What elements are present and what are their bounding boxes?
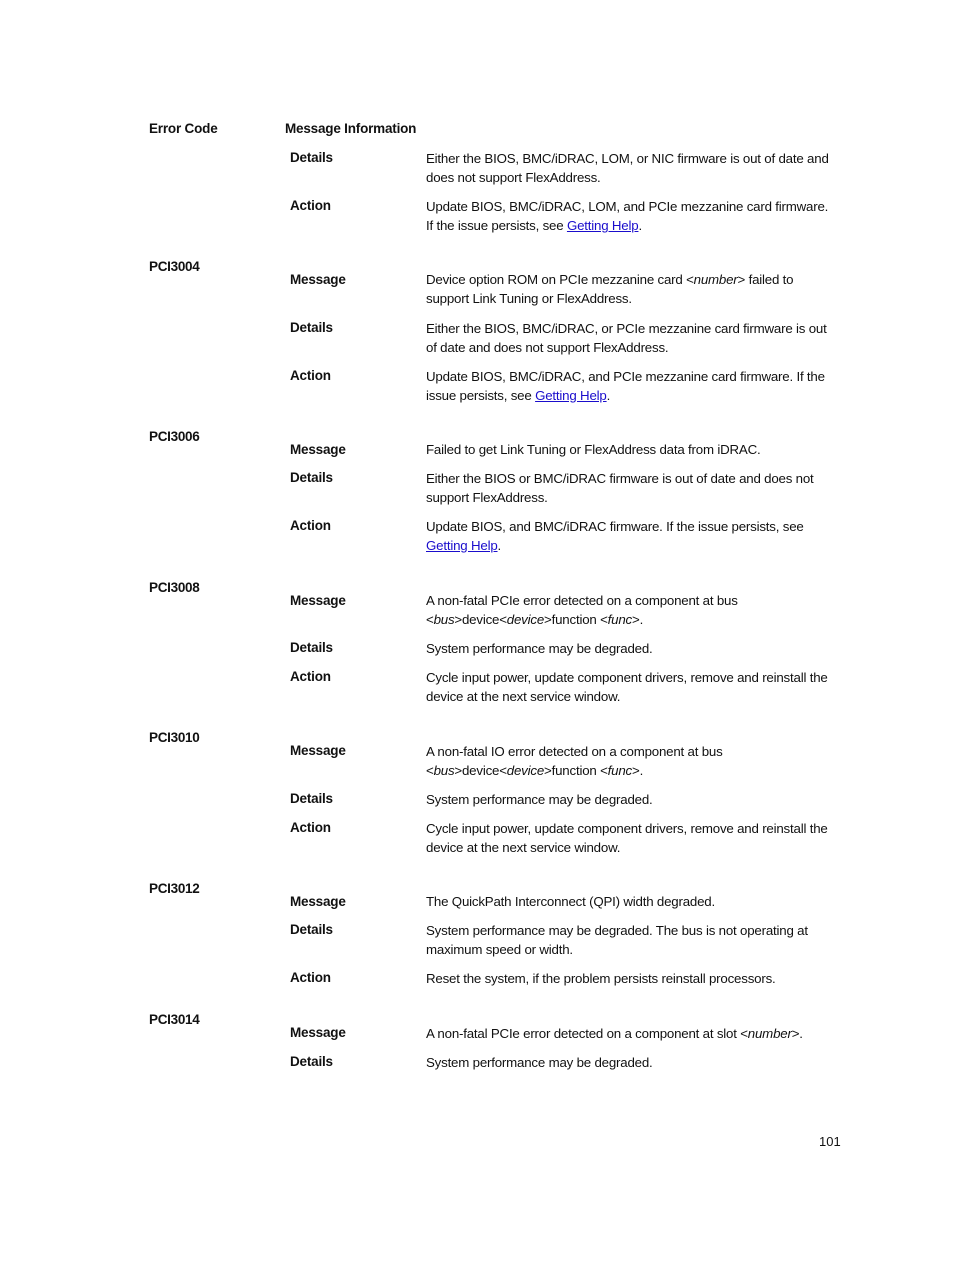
error-code-pci3012: PCI3012 bbox=[149, 881, 200, 896]
message-text-part: >function < bbox=[544, 612, 608, 627]
message-text-part: A non-fatal IO error detected on a component at bus < bbox=[426, 744, 723, 778]
message-text-part: A non-fatal PCIe error detected on a component at bus < bbox=[426, 593, 738, 627]
message-text bbox=[426, 742, 831, 780]
label-details: Details bbox=[290, 470, 333, 485]
details-text: System performance may be degraded. bbox=[426, 1055, 653, 1070]
message-text: Failed to get Link Tuning or FlexAddress data from iDRAC. bbox=[426, 442, 761, 457]
details-text: Either the BIOS or BMC/iDRAC firmware is out of date and does not support FlexAddress. bbox=[426, 471, 814, 505]
label-details: Details bbox=[290, 150, 333, 165]
details-text: Either the BIOS, BMC/iDRAC, LOM, or NIC firmware is out of date and does not support FlexAddress. bbox=[426, 151, 829, 185]
label-action: Action bbox=[290, 518, 331, 533]
label-message: Message bbox=[290, 743, 346, 758]
label-action: Action bbox=[290, 368, 331, 383]
placeholder-bus: bus bbox=[433, 763, 455, 778]
label-action: Action bbox=[290, 198, 331, 213]
action-text bbox=[426, 367, 831, 405]
message-text-part: >function < bbox=[544, 763, 608, 778]
error-code-pci3008: PCI3008 bbox=[149, 580, 200, 595]
placeholder-number: number bbox=[747, 1026, 792, 1041]
message-text bbox=[426, 591, 831, 629]
error-code-pci3006: PCI3006 bbox=[149, 429, 200, 444]
getting-help-link[interactable]: Getting Help bbox=[535, 388, 607, 403]
action-text-part: Update BIOS, BMC/iDRAC, LOM, and PCIe mezzanine card firmware. If the issue persists, see bbox=[426, 199, 829, 233]
message-text-part: >device< bbox=[454, 612, 507, 627]
page-number: 101 bbox=[819, 1134, 841, 1149]
message-text-part: > failed to support Link Tuning or FlexAddress. bbox=[426, 272, 794, 306]
label-message: Message bbox=[290, 272, 346, 287]
placeholder-device: device bbox=[506, 612, 545, 627]
error-code-pci3010: PCI3010 bbox=[149, 730, 200, 745]
message-text-part: >. bbox=[791, 1026, 803, 1041]
action-text-part: Update BIOS, and BMC/iDRAC firmware. If the issue persists, see bbox=[426, 519, 804, 534]
placeholder-number: number bbox=[693, 272, 738, 287]
getting-help-link[interactable]: Getting Help bbox=[566, 218, 639, 233]
message-text-part: Device option ROM on PCIe mezzanine card < bbox=[426, 272, 694, 287]
message-text-part: >. bbox=[632, 612, 644, 627]
action-text: Reset the system, if the problem persists reinstall processors. bbox=[426, 971, 776, 986]
header-error-code: Error Code bbox=[149, 121, 218, 136]
label-details: Details bbox=[290, 320, 333, 335]
message-text: The QuickPath Interconnect (QPI) width degraded. bbox=[426, 894, 715, 909]
label-details: Details bbox=[290, 1054, 333, 1069]
details-text: Either the BIOS, BMC/iDRAC, or PCIe mezzanine card firmware is out of date and does not support FlexAddress. bbox=[426, 321, 827, 355]
action-text-part: . bbox=[638, 218, 642, 233]
message-text bbox=[426, 270, 831, 308]
label-details: Details bbox=[290, 791, 333, 806]
getting-help-link[interactable]: Getting Help bbox=[426, 538, 498, 553]
message-text-part: >. bbox=[632, 763, 644, 778]
label-action: Action bbox=[290, 669, 331, 684]
placeholder-func: func bbox=[607, 612, 632, 627]
label-message: Message bbox=[290, 593, 346, 608]
details-text: System performance may be degraded. The bus is not operating at maximum speed or width. bbox=[426, 923, 808, 957]
label-details: Details bbox=[290, 922, 333, 937]
placeholder-func: func bbox=[607, 763, 632, 778]
action-text bbox=[426, 197, 831, 235]
action-text-part: . bbox=[606, 388, 611, 403]
action-text: Cycle input power, update component drivers, remove and reinstall the device at the next service window. bbox=[426, 670, 828, 704]
action-text-part: . bbox=[497, 538, 502, 553]
message-text-part: >device< bbox=[454, 763, 507, 778]
details-text: System performance may be degraded. bbox=[426, 792, 653, 807]
label-message: Message bbox=[290, 894, 346, 909]
details-text: System performance may be degraded. bbox=[426, 641, 653, 656]
action-text-part: Update BIOS, BMC/iDRAC, and PCIe mezzanine card firmware. If the issue persists, see bbox=[426, 369, 825, 403]
label-message: Message bbox=[290, 1025, 346, 1040]
error-code-pci3014: PCI3014 bbox=[149, 1012, 200, 1027]
message-text bbox=[426, 1024, 831, 1043]
label-details: Details bbox=[290, 640, 333, 655]
message-text-part: A non-fatal PCIe error detected on a component at slot < bbox=[426, 1026, 748, 1041]
label-message: Message bbox=[290, 442, 346, 457]
error-code-pci3004: PCI3004 bbox=[149, 259, 200, 274]
placeholder-bus: bus bbox=[433, 612, 455, 627]
action-text bbox=[426, 517, 831, 555]
header-message-information: Message Information bbox=[285, 121, 417, 136]
action-text: Cycle input power, update component drivers, remove and reinstall the device at the next service window. bbox=[426, 821, 828, 855]
label-action: Action bbox=[290, 820, 331, 835]
placeholder-device: device bbox=[506, 763, 545, 778]
label-action: Action bbox=[290, 970, 331, 985]
